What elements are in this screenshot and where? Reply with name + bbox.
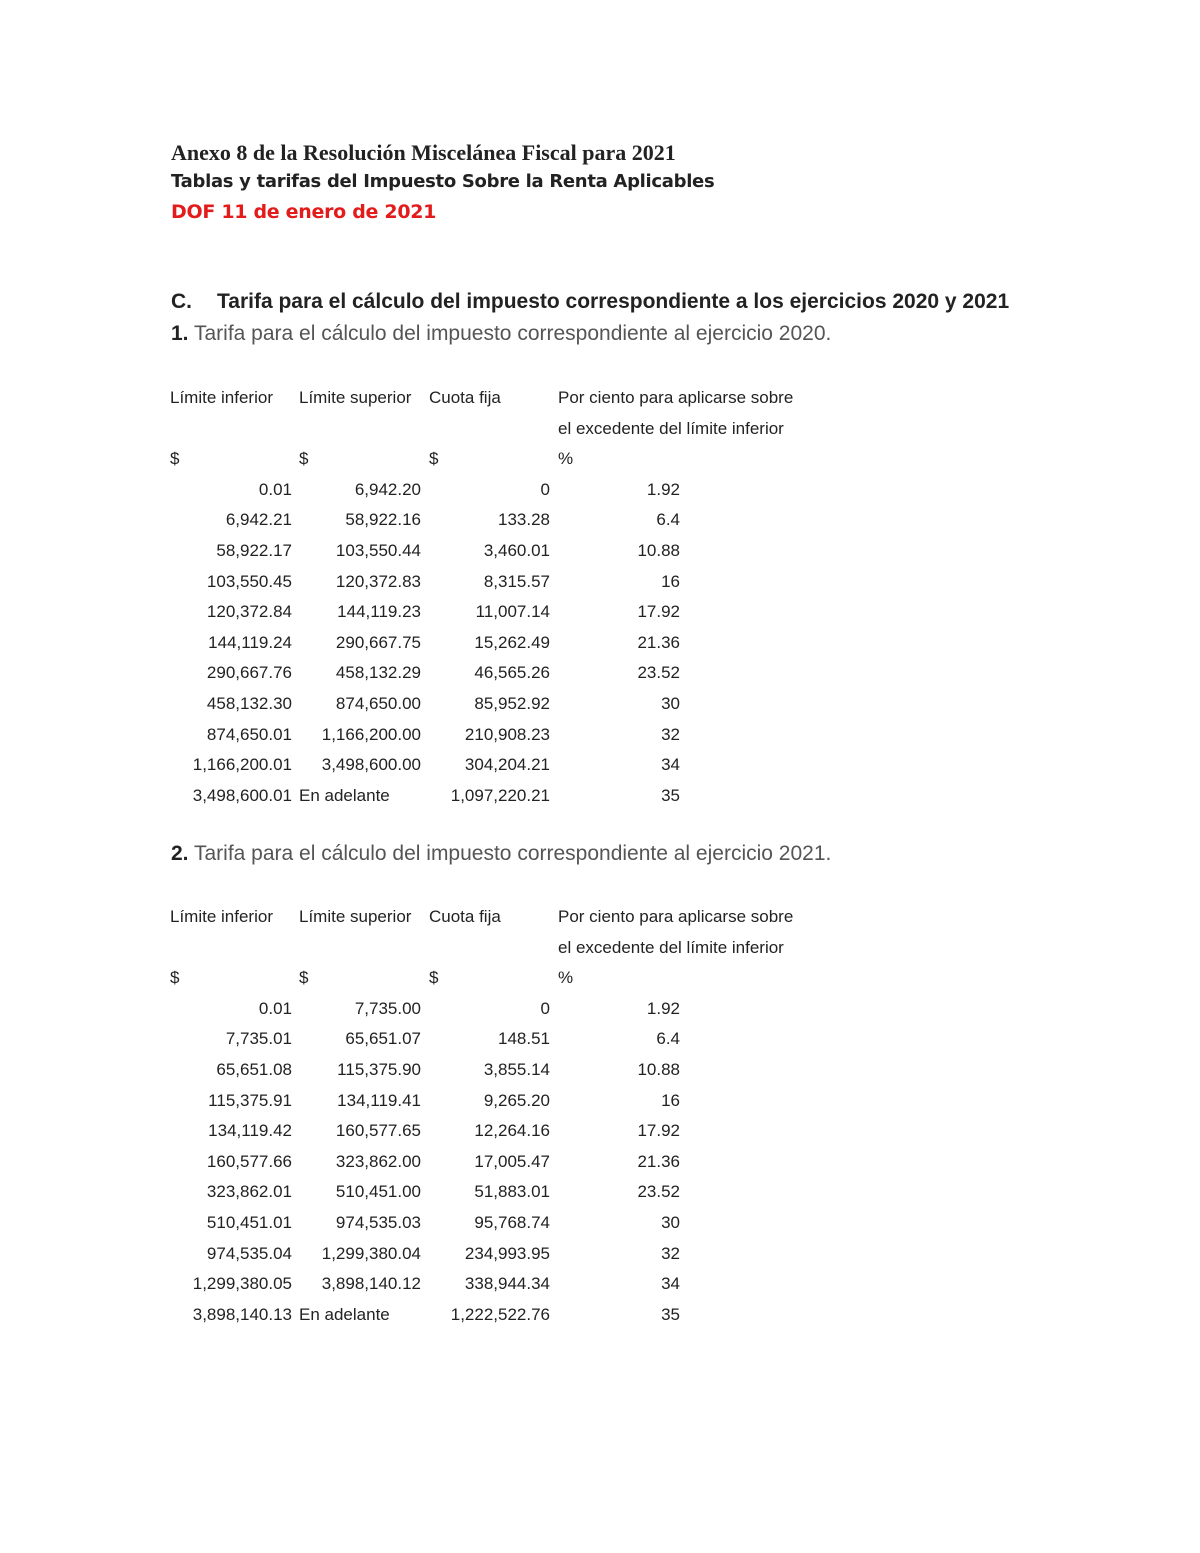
cell-por-ciento: 35 bbox=[661, 1304, 680, 1324]
cell-limite-inferior: 144,119.24 bbox=[208, 632, 292, 652]
unit-cuota-fija: $ bbox=[429, 968, 439, 988]
cell-limite-inferior: 120,372.84 bbox=[206, 602, 292, 622]
cell-limite-inferior: 1,166,200.01 bbox=[192, 755, 292, 775]
header-limite-inferior: Límite inferior bbox=[170, 907, 273, 926]
cell-limite-superior: 103,550.44 bbox=[335, 541, 421, 560]
cell-por-ciento: 21.36 bbox=[637, 632, 680, 652]
unit-limite-superior: $ bbox=[299, 449, 309, 469]
cell-cuota-fija: 9,265.20 bbox=[483, 1090, 550, 1110]
cell-limite-superior: 3,898,140.12 bbox=[321, 1274, 421, 1294]
cell-cuota-fija: 46,565.26 bbox=[474, 663, 550, 683]
cell-limite-superior: 115,375.90 bbox=[337, 1060, 421, 1079]
cell-cuota-fija: 3,855.14 bbox=[483, 1060, 550, 1079]
cell-limite-inferior: 160,577.66 bbox=[206, 1151, 292, 1171]
cell-por-ciento: 30 bbox=[661, 1213, 680, 1232]
header-cuota-fija: Cuota fija bbox=[429, 388, 501, 407]
cell-por-ciento: 17.92 bbox=[637, 1121, 680, 1141]
cell-cuota-fija: 8,315.57 bbox=[483, 571, 550, 591]
cell-cuota-fija: 338,944.34 bbox=[464, 1274, 550, 1294]
cell-limite-inferior: 103,550.45 bbox=[206, 571, 292, 591]
cell-limite-superior: 458,132.29 bbox=[335, 663, 421, 683]
cell-limite-inferior: 510,451.01 bbox=[206, 1213, 292, 1232]
cell-limite-inferior: 874,650.01 bbox=[206, 724, 292, 744]
cell-cuota-fija: 17,005.47 bbox=[474, 1151, 550, 1171]
unit-por-ciento: % bbox=[558, 968, 574, 988]
cell-por-ciento: 16 bbox=[661, 1090, 680, 1110]
cell-limite-superior: 1,166,200.00 bbox=[321, 724, 421, 744]
section-letter: C. bbox=[171, 290, 192, 313]
cell-limite-inferior: 6,942.21 bbox=[225, 510, 292, 530]
unit-limite-inferior: $ bbox=[170, 968, 180, 988]
cell-limite-superior: 974,535.03 bbox=[335, 1213, 421, 1232]
cell-limite-superior: En adelante bbox=[299, 1304, 390, 1324]
cell-por-ciento: 23.52 bbox=[637, 663, 680, 683]
table-1-title bbox=[171, 322, 831, 346]
cell-por-ciento: 17.92 bbox=[637, 602, 680, 622]
table-2-title-text: Tarifa para el cálculo del impuesto correspondiente al ejercicio 2021. bbox=[193, 842, 832, 865]
table-2-title bbox=[171, 842, 831, 866]
cell-limite-superior: 510,451.00 bbox=[335, 1182, 421, 1202]
cell-limite-inferior: 115,375.91 bbox=[208, 1090, 292, 1110]
cell-limite-inferior: 1,299,380.05 bbox=[192, 1274, 292, 1294]
cell-por-ciento: 35 bbox=[661, 785, 680, 805]
cell-limite-superior: 120,372.83 bbox=[335, 571, 421, 591]
table-1-number: 1. bbox=[171, 322, 189, 345]
cell-cuota-fija: 11,007.14 bbox=[475, 602, 550, 622]
header-limite-inferior: Límite inferior bbox=[170, 388, 273, 407]
cell-cuota-fija: 133.28 bbox=[498, 510, 550, 530]
cell-limite-inferior: 58,922.17 bbox=[216, 541, 292, 560]
cell-cuota-fija: 3,460.01 bbox=[483, 541, 550, 560]
cell-por-ciento: 16 bbox=[661, 571, 680, 591]
cell-por-ciento: 34 bbox=[661, 755, 680, 775]
cell-limite-inferior: 290,667.76 bbox=[206, 663, 292, 683]
cell-por-ciento: 23.52 bbox=[637, 1182, 680, 1202]
header-por-ciento-line2: el excedente del límite inferior bbox=[558, 937, 784, 957]
cell-limite-superior: 290,667.75 bbox=[335, 632, 421, 652]
cell-cuota-fija: 1,097,220.21 bbox=[450, 785, 550, 805]
cell-cuota-fija: 210,908.23 bbox=[464, 724, 550, 744]
header-limite-superior: Límite superior bbox=[299, 388, 412, 407]
cell-cuota-fija: 1,222,522.76 bbox=[450, 1304, 550, 1324]
cell-limite-inferior: 974,535.04 bbox=[206, 1243, 292, 1263]
cell-por-ciento: 32 bbox=[661, 724, 680, 744]
cell-limite-inferior: 7,735.01 bbox=[225, 1029, 292, 1049]
header-por-ciento: Por ciento para aplicarse sobre bbox=[558, 907, 794, 926]
unit-limite-superior: $ bbox=[299, 968, 309, 988]
document-subtitle: Tablas y tarifas del Impuesto Sobre la Renta Aplicables bbox=[171, 171, 715, 192]
cell-por-ciento: 32 bbox=[661, 1243, 680, 1263]
cell-limite-superior: 1,299,380.04 bbox=[321, 1243, 421, 1263]
cell-limite-superior: 874,650.00 bbox=[335, 694, 421, 713]
cell-cuota-fija: 304,204.21 bbox=[464, 755, 550, 775]
section-title bbox=[171, 290, 1071, 314]
cell-limite-superior: 6,942.20 bbox=[354, 479, 421, 499]
cell-limite-superior: 3,498,600.00 bbox=[321, 755, 421, 775]
cell-limite-superior: 144,119.23 bbox=[337, 602, 421, 622]
cell-cuota-fija: 12,264.16 bbox=[474, 1121, 550, 1141]
cell-cuota-fija: 148.51 bbox=[498, 1029, 550, 1049]
cell-por-ciento: 6.4 bbox=[656, 1029, 680, 1049]
cell-cuota-fija: 0 bbox=[540, 479, 550, 499]
cell-por-ciento: 10.88 bbox=[637, 1060, 680, 1079]
unit-limite-inferior: $ bbox=[170, 449, 180, 469]
cell-cuota-fija: 15,262.49 bbox=[474, 632, 550, 652]
cell-cuota-fija: 95,768.74 bbox=[474, 1213, 550, 1232]
cell-limite-inferior: 323,862.01 bbox=[206, 1182, 292, 1202]
cell-limite-inferior: 0.01 bbox=[258, 479, 292, 499]
section-title-text: Tarifa para el cálculo del impuesto correspondiente a los ejercicios 2020 y 2021 bbox=[217, 290, 1010, 313]
cell-limite-superior: 7,735.00 bbox=[354, 998, 421, 1018]
table-1-title-text: Tarifa para el cálculo del impuesto correspondiente al ejercicio 2020. bbox=[193, 322, 832, 345]
cell-limite-inferior: 65,651.08 bbox=[216, 1060, 292, 1079]
dof-date: DOF 11 de enero de 2021 bbox=[171, 201, 437, 223]
cell-limite-superior: En adelante bbox=[299, 785, 390, 805]
cell-por-ciento: 6.4 bbox=[656, 510, 680, 530]
cell-limite-inferior: 458,132.30 bbox=[206, 694, 292, 713]
cell-cuota-fija: 0 bbox=[540, 998, 550, 1018]
cell-cuota-fija: 85,952.92 bbox=[474, 694, 550, 713]
cell-limite-superior: 160,577.65 bbox=[335, 1121, 421, 1141]
cell-cuota-fija: 51,883.01 bbox=[474, 1182, 550, 1202]
cell-por-ciento: 1.92 bbox=[646, 998, 680, 1018]
unit-por-ciento: % bbox=[558, 449, 574, 469]
table-2-number: 2. bbox=[171, 842, 189, 865]
cell-por-ciento: 21.36 bbox=[637, 1151, 680, 1171]
cell-limite-inferior: 134,119.42 bbox=[208, 1121, 292, 1141]
cell-por-ciento: 30 bbox=[661, 694, 680, 713]
document-title: Anexo 8 de la Resolución Miscelánea Fiscal para 2021 bbox=[171, 140, 676, 165]
cell-limite-superior: 65,651.07 bbox=[345, 1029, 421, 1049]
header-por-ciento-line2: el excedente del límite inferior bbox=[558, 418, 784, 438]
unit-cuota-fija: $ bbox=[429, 449, 439, 469]
cell-limite-inferior: 3,898,140.13 bbox=[192, 1304, 292, 1324]
cell-por-ciento: 34 bbox=[661, 1274, 680, 1294]
cell-limite-inferior: 0.01 bbox=[258, 998, 292, 1018]
cell-cuota-fija: 234,993.95 bbox=[464, 1243, 550, 1263]
cell-limite-inferior: 3,498,600.01 bbox=[192, 785, 292, 805]
cell-por-ciento: 1.92 bbox=[646, 479, 680, 499]
cell-limite-superior: 323,862.00 bbox=[335, 1151, 421, 1171]
cell-limite-superior: 58,922.16 bbox=[345, 510, 421, 530]
header-por-ciento: Por ciento para aplicarse sobre bbox=[558, 388, 794, 407]
cell-limite-superior: 134,119.41 bbox=[337, 1090, 421, 1110]
header-cuota-fija: Cuota fija bbox=[429, 907, 501, 926]
cell-por-ciento: 10.88 bbox=[637, 541, 680, 560]
header-limite-superior: Límite superior bbox=[299, 907, 412, 926]
